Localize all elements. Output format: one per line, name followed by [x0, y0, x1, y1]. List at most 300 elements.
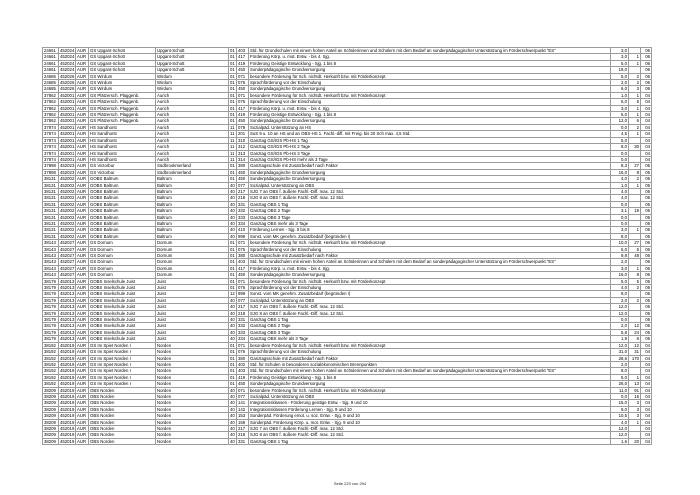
cell-district: AUR: [76, 67, 89, 73]
cell-hours: 6,0: [611, 99, 629, 105]
cell-measure: 331: [237, 201, 249, 207]
cell-place: Baltrum: [156, 214, 229, 220]
cell-group: 06: [641, 80, 652, 86]
cell-desc: Ganztag OBS 3 Tage: [249, 329, 611, 335]
cell-count: 5: [629, 278, 641, 284]
cell-district: AUR: [76, 176, 89, 182]
cell-measure: 417: [237, 54, 249, 60]
cell-code: 452019: [60, 393, 75, 399]
cell-school: GS Dornum: [89, 272, 156, 278]
cell-district: AUR: [76, 438, 89, 444]
cell-group: 05: [641, 227, 652, 233]
cell-level: 01: [230, 86, 235, 92]
cell-place: Baltrum: [156, 188, 229, 194]
cell-count: 13: [629, 381, 641, 387]
cell-hours: 0,0: [611, 150, 629, 156]
cell-measure: 403: [237, 368, 249, 374]
cell-level: 40: [230, 182, 235, 188]
cell-id: 37862: [43, 105, 59, 111]
cell-measure: 331: [237, 317, 249, 323]
cell-group: 04: [641, 355, 652, 361]
cell-desc: besondere Förderung für Sch. nichtdt. Herkunft bzw. mit Förderkonzept: [249, 92, 611, 98]
cell-desc: Sonst. vom MK genehm. Zusatzbedarf (begründen !): [249, 291, 611, 297]
cell-measure: 380: [237, 163, 249, 169]
cell-hours: 5,0: [611, 60, 629, 66]
cell-school: OBS Norden: [89, 393, 156, 399]
cell-group: 04: [641, 92, 652, 98]
cell-school: HS Sandhorst: [89, 124, 156, 130]
cell-hours: 8,3: [611, 163, 629, 169]
cell-code: 452001: [60, 144, 75, 150]
cell-desc: SJG 7 an OBS f. äußere Fachl.-Diff. max. 12 Std.: [249, 188, 611, 194]
cell-id: 38131: [43, 233, 59, 239]
cell-code: 452002: [60, 220, 75, 226]
cell-district: AUR: [76, 342, 89, 348]
cell-level: 01: [230, 278, 235, 284]
cell-id: 38131: [43, 220, 59, 226]
cell-school: GS Dornum: [89, 265, 156, 271]
cell-hours: 3,0: [611, 265, 629, 271]
cell-hours: 18,0: [611, 67, 629, 73]
cell-measure: 159: [237, 419, 249, 425]
cell-level: 01: [230, 285, 235, 291]
cell-hours: 1,0: [611, 182, 629, 188]
cell-level: 11: [229, 144, 237, 150]
cell-district: AUR: [76, 214, 89, 220]
cell-level: 01: [230, 112, 235, 118]
cell-level: 01: [230, 67, 235, 73]
cell-group: 06: [641, 240, 652, 246]
cell-desc: Förderung Körp. u. mot. Entw. - bis 4. Sjg.: [249, 105, 611, 111]
cell-level: 40: [230, 406, 235, 412]
cell-id: 24661: [43, 54, 59, 60]
cell-hours: 8,0: [611, 233, 629, 239]
cell-hours: 0,0: [611, 220, 629, 226]
cell-code: 452002: [60, 233, 75, 239]
cell-desc: Std. für Grundschulen mit einem hohen Anteil an Schülerinnen und Schülern mit dem Bedarf an sonderpädagogischer Unterstützung im Förderschwerpunkt "ES": [249, 368, 611, 374]
cell-group: 06: [641, 272, 652, 278]
cell-desc: Sonderpädagogische Grundversorgung: [249, 118, 611, 124]
cell-level: 40: [230, 304, 235, 310]
cell-code: 452001: [60, 131, 75, 137]
cell-school: GS Dornum: [89, 246, 156, 252]
cell-code: 452001: [60, 124, 75, 130]
cell-place: Norden: [156, 425, 229, 431]
cell-desc: Förderung Lernen - Sjg. 5 bis 8: [249, 227, 611, 233]
cell-measure: 419: [237, 112, 249, 118]
cell-level: 01: [230, 163, 235, 169]
cell-district: AUR: [76, 86, 89, 92]
cell-school: GS Im Spiet Norden I: [89, 368, 156, 374]
cell-level: 11: [229, 150, 237, 156]
cell-group: 05: [641, 297, 652, 303]
cell-code: 452019: [60, 368, 75, 374]
cell-school: GS Dornum: [89, 253, 156, 259]
cell-id: 38209: [43, 419, 59, 425]
cell-district: AUR: [76, 150, 89, 156]
cell-measure: 332: [237, 323, 249, 329]
cell-district: AUR: [76, 329, 89, 335]
cell-level: 40: [230, 227, 235, 233]
cell-id: 38192: [43, 374, 59, 380]
cell-code: 452001: [60, 118, 75, 124]
cell-desc: Sozialpäd. Unterstützung an OBS: [249, 393, 611, 399]
cell-measure: 450: [237, 272, 249, 278]
cell-school: GOBS Inselschule Juist: [89, 291, 156, 297]
cell-place: Aurich: [156, 118, 229, 124]
cell-district: AUR: [76, 182, 89, 188]
cell-district: AUR: [76, 60, 89, 66]
cell-measure: 071: [237, 73, 249, 79]
cell-desc: Ganztag OBS mehr als 3 Tage: [249, 220, 611, 226]
cell-place: Norden: [156, 419, 229, 425]
cell-id: 38209: [43, 387, 59, 393]
cell-level: 40: [230, 425, 235, 431]
cell-place: Juist: [156, 329, 229, 335]
cell-id: 38143: [43, 272, 59, 278]
cell-code: 452024: [60, 67, 75, 73]
cell-measure: 141: [237, 400, 249, 406]
cell-desc: Sonderpädagogische Grundversorgung: [249, 176, 611, 182]
cell-group: 04: [641, 406, 652, 412]
cell-hours: 8,0: [611, 144, 629, 150]
cell-code: 452023: [60, 163, 75, 169]
cell-code: 452019: [60, 406, 75, 412]
cell-school: GOBS Inselschule Juist: [89, 329, 156, 335]
cell-school: GS Plätzersch. Plaggenb.: [89, 105, 156, 111]
cell-measure: 403: [237, 48, 249, 54]
cell-measure: 076: [237, 99, 249, 105]
cell-hours: 0,0: [611, 214, 629, 220]
cell-group: 05: [641, 317, 652, 323]
cell-hours: 8,0: [611, 291, 629, 297]
cell-measure: 403: [237, 259, 249, 265]
cell-hours: 1,0: [611, 92, 629, 98]
cell-desc: Förderung Körp. u. mot. Entw. - bis 4. Sjg.: [249, 54, 611, 60]
cell-level: 01: [230, 169, 235, 175]
cell-desc: Ganztag OBS 1 Tag: [249, 438, 611, 444]
cell-id: 38209: [43, 413, 59, 419]
cell-desc: Sonderpäd. Förderung Körp. u. mot. Entw. - Sjg. 9 und 10: [249, 419, 611, 425]
cell-hours: 2,0: [611, 80, 629, 86]
cell-school: GS Dornum: [89, 240, 156, 246]
cell-school: GOBS Inselschule Juist: [89, 317, 156, 323]
cell-desc: Ganztag GS/IGS Pb-HS 2 Tage: [249, 144, 611, 150]
cell-desc: besondere Förderung für Sch. nichtdt. Herkunft bzw. mit Förderkonzept: [249, 278, 611, 284]
table-row: [43, 438, 652, 444]
cell-desc: Sonst. vom MK genehm. Zusatzbedarf (begründen !): [249, 233, 611, 239]
data-table: [42, 47, 652, 445]
cell-hours: 12,0: [611, 432, 629, 438]
cell-level: 40: [230, 336, 235, 342]
cell-group: 04: [641, 438, 652, 444]
cell-desc: Std. für Grundschulen mit einem hohen Anteil an Schülerinnen und Schülern mit dem Bedarf an sonderpädagogischer Unterstützung im Förderschwerpunkt "ES": [249, 48, 611, 54]
cell-school: GOBS Inselschule Juist: [89, 297, 156, 303]
cell-school: HS Sandhorst: [89, 137, 156, 143]
cell-count: 1: [629, 419, 641, 425]
cell-place: Norden: [156, 438, 229, 444]
cell-school: GS Upgant-Schott: [89, 48, 156, 54]
cell-id: 38131: [43, 188, 59, 194]
cell-group: 05: [641, 214, 652, 220]
cell-school: GOBS Baltrum: [89, 214, 156, 220]
cell-group: 05: [641, 188, 652, 194]
cell-group: 04: [641, 342, 652, 348]
cell-group: 05: [641, 201, 652, 207]
cell-school: OBS Norden: [89, 425, 156, 431]
cell-code: 452001: [60, 156, 75, 162]
cell-district: AUR: [76, 73, 89, 79]
cell-hours: 1,9: [611, 336, 629, 342]
cell-code: 452027: [60, 272, 75, 278]
cell-id: 38179: [43, 336, 59, 342]
cell-code: 452002: [60, 182, 75, 188]
cell-measure: 333: [237, 214, 249, 220]
cell-id: 38192: [43, 361, 59, 367]
cell-id: 38179: [43, 285, 59, 291]
cell-level: 01: [230, 342, 235, 348]
cell-count: 170: [629, 355, 641, 361]
cell-measure: 312: [237, 144, 249, 150]
cell-id: 38192: [43, 381, 59, 387]
cell-place: Aurich: [156, 92, 229, 98]
cell-school: GOBS Baltrum: [89, 227, 156, 233]
cell-desc: Sprachförderung vor der Einschulung: [249, 349, 611, 355]
cell-school: GS Wirdum: [89, 86, 156, 92]
cell-group: 05: [641, 329, 652, 335]
cell-desc: Ganztag GS/IGS Pb-HS mehr als 3 Tage: [249, 156, 611, 162]
cell-level: 11: [229, 137, 237, 143]
cell-hours: 4,0: [611, 176, 629, 182]
cell-hours: 5,0: [611, 112, 629, 118]
cell-place: Aurich: [156, 131, 229, 137]
cell-id: 38192: [43, 342, 59, 348]
cell-desc: Sprachförderung vor der Einschulung: [249, 285, 611, 291]
cell-group: 04: [641, 368, 652, 374]
cell-code: 452019: [60, 425, 75, 431]
cell-id: 37874: [43, 150, 59, 156]
cell-measure: 314: [237, 156, 249, 162]
cell-code: 452019: [60, 381, 75, 387]
cell-group: 04: [641, 419, 652, 425]
cell-level: 40: [230, 188, 235, 194]
cell-code: 452001: [60, 150, 75, 156]
cell-district: AUR: [76, 208, 89, 214]
cell-id: 38143: [43, 240, 59, 246]
cell-level: 01: [230, 253, 235, 258]
cell-school: GOBS Inselschule Juist: [89, 323, 156, 329]
cell-school: GS Plätzersch. Plaggenb.: [89, 112, 156, 118]
cell-school: GS Plätzersch. Plaggenb.: [89, 92, 156, 98]
cell-school: GOBS Baltrum: [89, 195, 156, 201]
cell-id: 38143: [43, 259, 59, 265]
cell-desc: Sonderpädagogische Grundversorgung: [249, 381, 611, 387]
cell-id: 24685: [43, 80, 59, 86]
cell-measure: 218: [237, 195, 249, 201]
cell-count: 1: [629, 374, 641, 380]
cell-hours: 0,0: [611, 317, 629, 323]
cell-group: 05: [641, 278, 652, 284]
cell-school: GOBS Baltrum: [89, 182, 156, 188]
cell-code: 452013: [60, 285, 75, 291]
cell-place: Norden: [156, 361, 229, 367]
cell-code: 452013: [60, 304, 75, 310]
cell-desc: Ganztag OBS 1 Tag: [249, 317, 611, 323]
cell-school: OBS Norden: [89, 432, 156, 438]
cell-school: GOBS Baltrum: [89, 208, 156, 214]
cell-level: 01: [230, 349, 235, 355]
cell-hours: 3,1: [611, 208, 629, 214]
cell-place: Norden: [156, 432, 229, 438]
cell-place: Aurich: [156, 105, 229, 111]
cell-measure: 201: [237, 131, 249, 137]
cell-hours: 5,0: [611, 246, 629, 252]
cell-school: GS Im Spiet Norden I: [89, 374, 156, 380]
cell-desc: Sprachförderung vor der Einschulung: [249, 99, 611, 105]
cell-school: GS Im Spiet Norden I: [89, 349, 156, 355]
cell-measure: 076: [237, 349, 249, 355]
cell-desc: SuS 9 u. 10 an HS und an OBS-HS 1. Fachl.-diff. mit Freig. bis 20 Sch max. 4,5 Std.: [249, 131, 611, 137]
cell-district: AUR: [76, 131, 89, 137]
cell-count: 5: [629, 246, 641, 252]
cell-id: 37874: [43, 137, 59, 143]
cell-district: AUR: [76, 163, 89, 169]
cell-measure: 079: [237, 124, 249, 130]
cell-desc: Sozialpäd. Unterstützung an HS: [249, 124, 611, 130]
cell-group: 06: [641, 73, 652, 79]
cell-code: 452001: [60, 137, 75, 143]
cell-district: AUR: [76, 265, 89, 271]
cell-code: 452001: [60, 92, 75, 98]
cell-hours: 2,0: [611, 323, 629, 329]
cell-id: 38209: [43, 432, 59, 438]
cell-group: 04: [641, 400, 652, 406]
cell-place: Aurich: [156, 156, 229, 162]
cell-level: 40: [230, 393, 235, 399]
cell-school: OBS Norden: [89, 413, 156, 419]
cell-count: 1: [629, 182, 641, 188]
cell-level: 40: [230, 297, 235, 303]
cell-hours: 12,0: [611, 118, 629, 124]
cell-level: 01: [230, 246, 235, 252]
cell-level: 40: [230, 208, 235, 214]
cell-level: 40: [230, 329, 235, 335]
cell-place: Juist: [156, 291, 229, 297]
cell-measure: 217: [237, 188, 249, 194]
cell-group: 04: [641, 393, 652, 399]
cell-id: 38179: [43, 329, 59, 335]
cell-code: 452019: [60, 361, 75, 367]
cell-hours: 1,6: [611, 438, 629, 444]
cell-group: 04: [641, 156, 652, 162]
cell-count: 19: [629, 208, 641, 214]
cell-level: 01: [230, 60, 235, 66]
cell-measure: 218: [237, 432, 249, 438]
cell-hours: 26,0: [611, 381, 629, 387]
cell-group: 06: [641, 67, 652, 73]
cell-measure: 217: [237, 425, 249, 431]
cell-school: GOBS Baltrum: [89, 201, 156, 207]
cell-hours: 16,0: [611, 272, 629, 278]
cell-measure: 417: [237, 105, 249, 111]
cell-group: 05: [641, 176, 652, 182]
cell-id: 37874: [43, 144, 59, 150]
cell-district: AUR: [76, 317, 89, 323]
cell-measure: 217: [237, 304, 249, 310]
cell-id: 37874: [43, 124, 59, 130]
cell-desc: Sprachförderung vor der Einschulung: [249, 246, 611, 252]
cell-hours: 3,0: [611, 48, 629, 54]
cell-count: 2: [629, 285, 641, 291]
cell-level: 01: [230, 118, 235, 124]
cell-group: 06: [641, 86, 652, 92]
cell-id: 38131: [43, 214, 59, 220]
cell-place: Norden: [156, 349, 229, 355]
cell-district: AUR: [76, 285, 89, 291]
cell-district: AUR: [76, 188, 89, 194]
cell-level: 40: [230, 195, 235, 201]
cell-place: Dornum: [156, 259, 229, 265]
cell-measure: 153: [237, 413, 249, 419]
cell-hours: 12,0: [611, 310, 629, 316]
cell-code: 452019: [60, 413, 75, 419]
cell-count: 8: [629, 169, 641, 175]
cell-group: 05: [641, 310, 652, 316]
cell-district: AUR: [76, 54, 89, 60]
cell-group: 05: [641, 182, 652, 188]
cell-district: AUR: [76, 355, 89, 361]
cell-code: 452023: [60, 169, 75, 175]
cell-level: 40: [230, 310, 235, 316]
cell-district: AUR: [76, 323, 89, 329]
cell-measure: 071: [237, 387, 249, 393]
cell-measure: 380: [237, 355, 249, 361]
cell-district: AUR: [76, 297, 89, 303]
cell-district: AUR: [76, 336, 89, 342]
cell-group: 05: [641, 323, 652, 329]
cell-measure: 218: [237, 310, 249, 316]
cell-count: 8: [629, 272, 641, 278]
cell-code: 452026: [60, 73, 75, 79]
cell-hours: 2,0: [611, 259, 629, 265]
cell-measure: 076: [237, 285, 249, 291]
cell-place: Baltrum: [156, 208, 229, 214]
cell-district: AUR: [76, 425, 89, 431]
cell-level: 01: [230, 355, 235, 361]
cell-district: AUR: [76, 381, 89, 387]
cell-desc: Ganztag GS/IGS Pb-HS 1 Tag: [249, 137, 611, 143]
cell-district: AUR: [76, 118, 89, 124]
cell-count: 2: [629, 73, 641, 79]
cell-group: 04: [641, 112, 652, 118]
cell-level: 11: [229, 124, 237, 130]
cell-place: Südbrookmerland: [156, 163, 229, 169]
cell-school: GOBS Inselschule Juist: [89, 285, 156, 291]
table-body: [43, 48, 652, 445]
cell-group: 06: [641, 48, 652, 54]
cell-district: AUR: [76, 361, 89, 367]
cell-school: GOBS Baltrum: [89, 220, 156, 226]
cell-place: Norden: [156, 400, 229, 406]
cell-district: AUR: [76, 169, 89, 175]
cell-school: GOBS Baltrum: [89, 233, 156, 239]
cell-district: AUR: [76, 99, 89, 105]
cell-id: 38131: [43, 227, 59, 233]
cell-desc: Förderung Geistige Entwicklung - Sjg. 1 bis 8: [249, 374, 611, 380]
cell-desc: besondere Förderung für Sch. nichtdt. Herkunft bzw. mit Förderkonzept: [249, 342, 611, 348]
cell-district: AUR: [76, 291, 89, 297]
cell-group: 04: [641, 137, 652, 143]
